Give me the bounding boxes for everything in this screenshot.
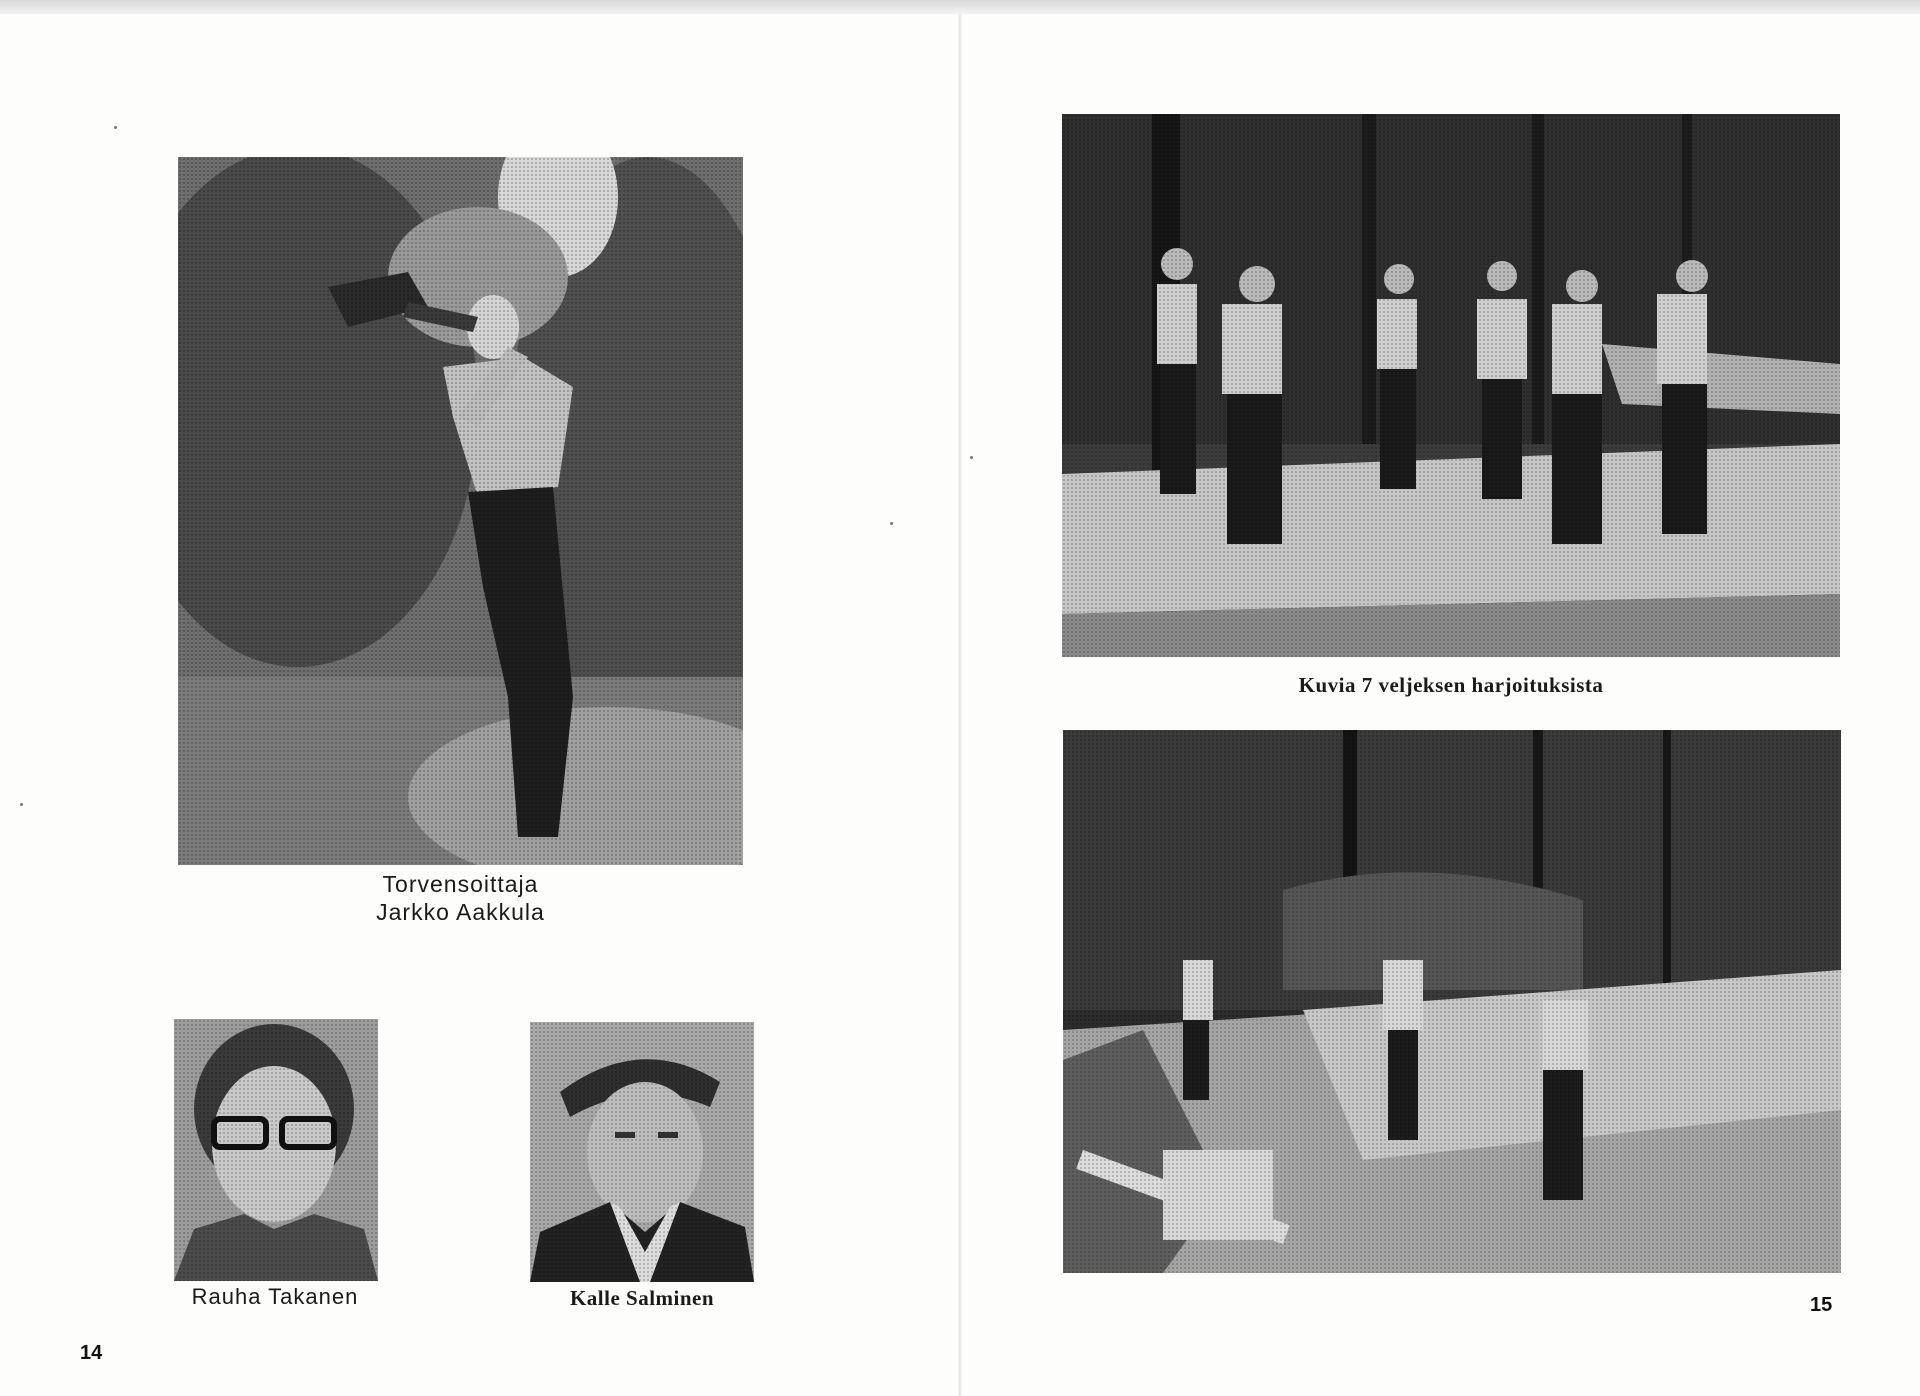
dust-speck: [114, 126, 117, 129]
caption-line-2: Jarkko Aakkula: [376, 899, 545, 925]
portrait-man: [530, 1022, 754, 1282]
training-photo-caption: Kuvia 7 veljeksen harjoituksista: [1298, 673, 1604, 697]
portrait-woman: [174, 1019, 378, 1281]
portrait-man-caption: Kalle Salminen: [569, 1286, 715, 1310]
dust-speck: [20, 803, 23, 806]
scan-top-edge: [0, 0, 1920, 14]
page-gutter: [958, 14, 962, 1396]
page-number-right: 15: [1810, 1294, 1833, 1316]
photo-trumpet-player: [178, 157, 743, 865]
page-number-left: 14: [80, 1342, 103, 1364]
caption-line-1: Torvensoittaja: [382, 871, 539, 897]
dust-speck: [890, 522, 893, 525]
trumpet-photo-caption: [178, 870, 743, 926]
photo-training-field: [1063, 730, 1841, 1273]
dust-speck: [970, 456, 973, 459]
photo-training-group: [1062, 114, 1840, 657]
portrait-woman-caption: Rauha Takanen: [191, 1284, 359, 1309]
